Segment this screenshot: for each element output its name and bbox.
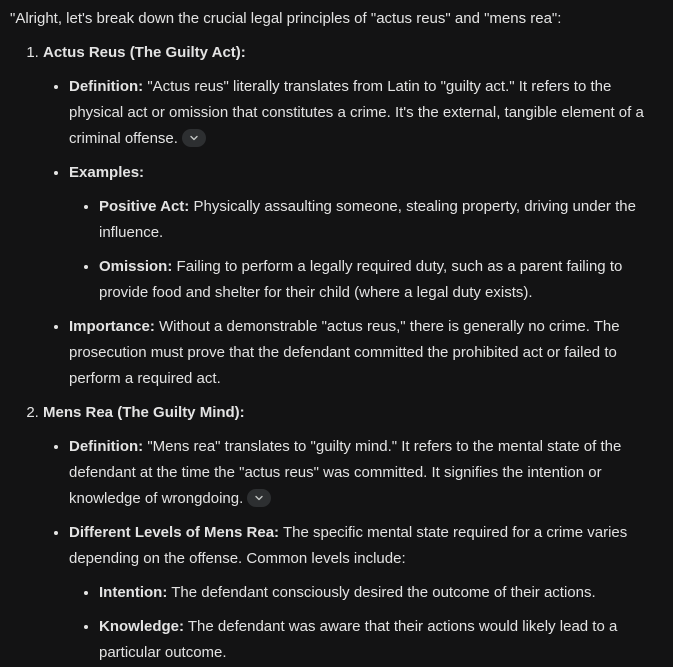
- section-points: [43, 74, 663, 392]
- expand-source-button[interactable]: [247, 489, 271, 507]
- point-label: Examples:: [69, 164, 145, 181]
- item-label: Omission:: [99, 258, 173, 275]
- chevron-down-icon: [254, 494, 264, 502]
- point-label: Definition:: [69, 438, 144, 455]
- item-label: Knowledge:: [99, 618, 184, 635]
- item-text: Failing to perform a legally required duty, such as a parent failing to provide food and shelter for their child (where a legal duty exists).: [99, 258, 623, 301]
- section-actus-reus: [43, 40, 663, 392]
- point-definition: [69, 74, 663, 152]
- expand-source-button[interactable]: [182, 129, 206, 147]
- list-item: [99, 614, 663, 666]
- principles-list: [10, 40, 663, 666]
- point-importance: [69, 314, 663, 392]
- list-item: [99, 254, 663, 306]
- section-points: [43, 434, 663, 666]
- item-text: Physically assaulting someone, stealing property, driving under the influence.: [99, 198, 636, 241]
- point-levels: [69, 520, 663, 666]
- examples-list: [69, 194, 663, 306]
- list-item: [99, 580, 663, 606]
- list-item: [99, 194, 663, 246]
- item-label: Positive Act:: [99, 198, 190, 215]
- point-label: Importance:: [69, 318, 155, 335]
- section-heading: Actus Reus (The Guilty Act):: [43, 44, 246, 61]
- point-text: Without a demonstrable "actus reus," there is generally no crime. The prosecution must prove that the defendant committed the prohibited act or failed to perform a required act.: [69, 318, 620, 387]
- section-mens-rea: [43, 400, 663, 666]
- levels-list: [69, 580, 663, 666]
- point-label: Definition:: [69, 78, 144, 95]
- chevron-down-icon: [189, 134, 199, 142]
- point-label: Different Levels of Mens Rea:: [69, 524, 280, 541]
- point-examples: [69, 160, 663, 306]
- item-label: Intention:: [99, 584, 168, 601]
- item-text: The defendant was aware that their actions would likely lead to a particular outcome.: [99, 618, 618, 661]
- point-text: "Mens rea" translates to "guilty mind." It refers to the mental state of the defendant at the time the "actus reus" was committed. It signifies the intention or knowledge of wrongdoing.: [69, 438, 622, 507]
- item-text: The defendant consciously desired the outcome of their actions.: [167, 584, 596, 601]
- section-heading: Mens Rea (The Guilty Mind):: [43, 404, 245, 421]
- point-text: The specific mental state required for a crime varies depending on the offense. Common levels include:: [69, 524, 628, 567]
- intro-text: "Alright, let's break down the crucial legal principles of "actus reus" and "mens rea":: [10, 10, 562, 27]
- point-definition: [69, 434, 663, 512]
- point-text: "Actus reus" literally translates from Latin to "guilty act." It refers to the physical act or omission that constitutes a crime. It's the external, tangible element of a criminal offense.: [69, 78, 644, 147]
